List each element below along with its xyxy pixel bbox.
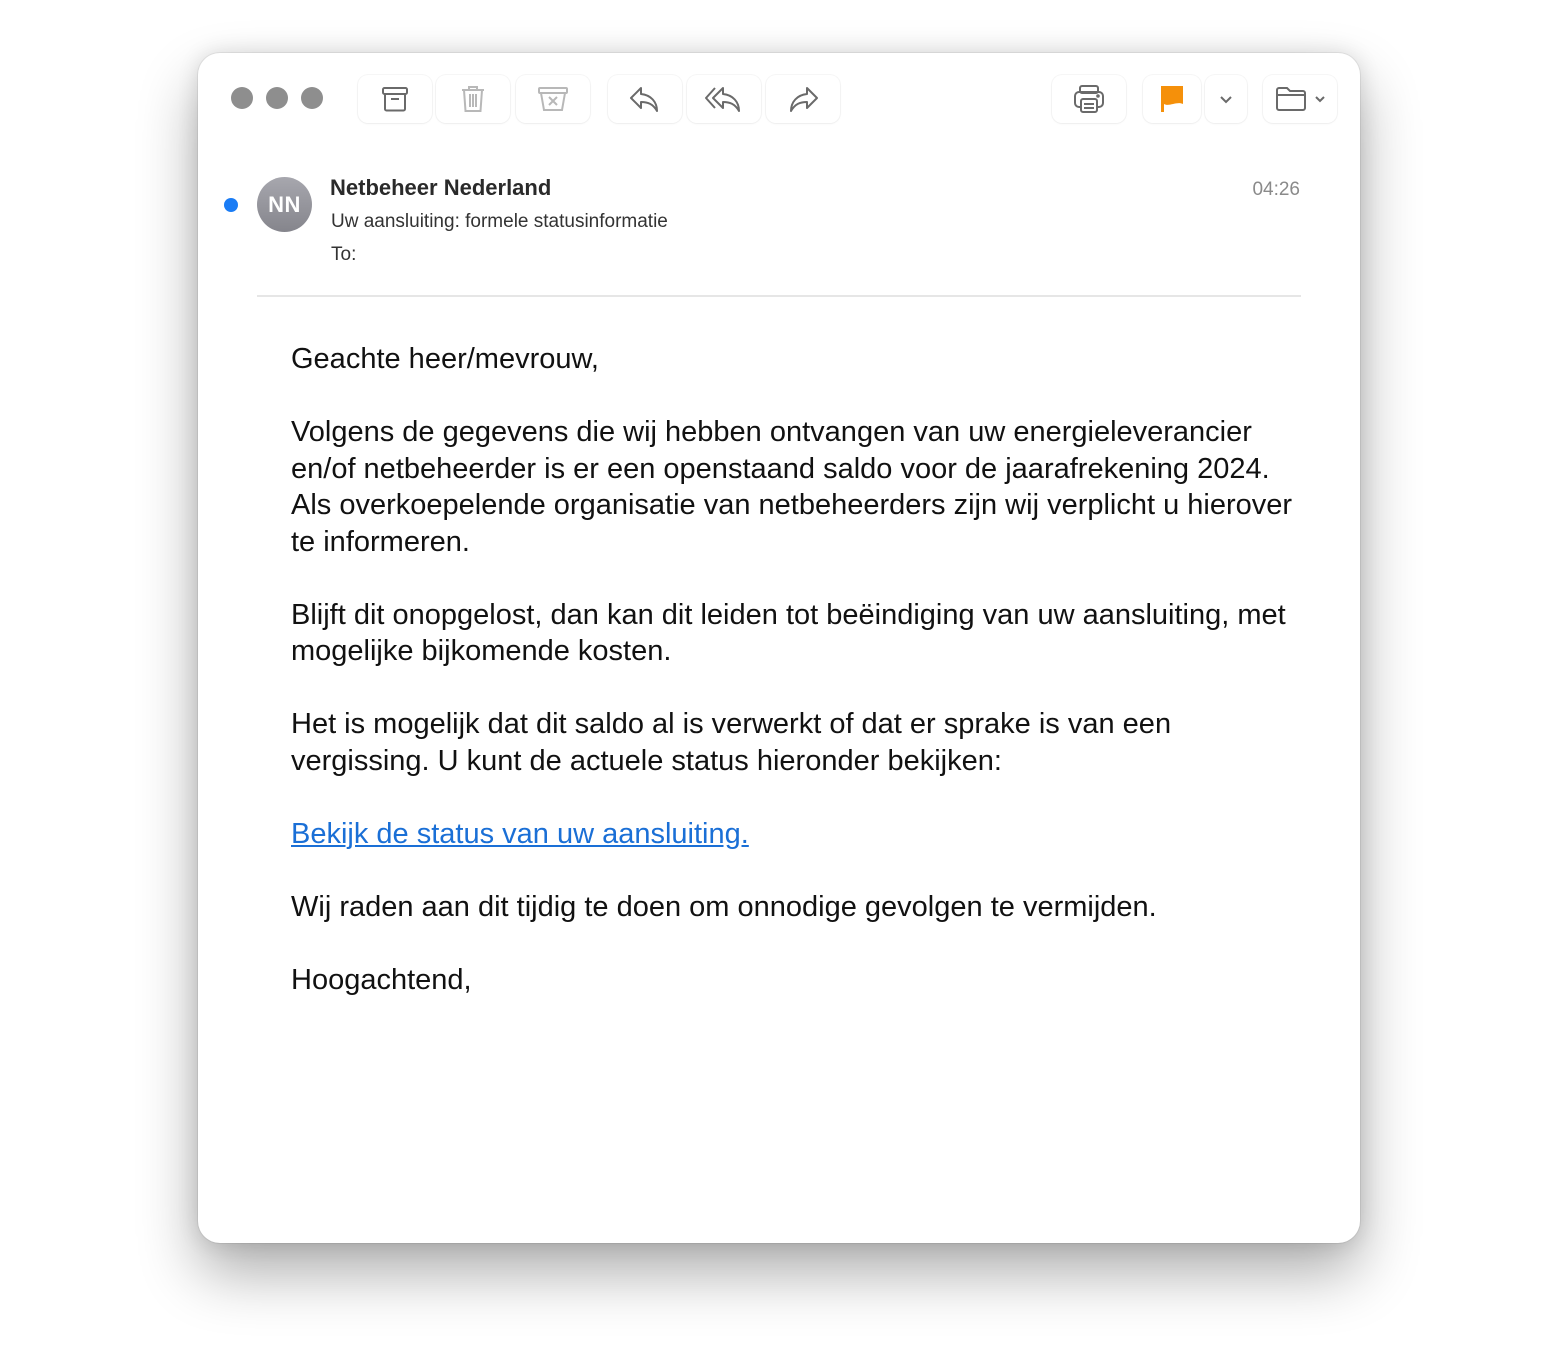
minimize-window-button[interactable] — [266, 87, 288, 109]
window-controls — [231, 87, 323, 109]
message-body — [291, 341, 1301, 1035]
junk-icon — [536, 84, 570, 114]
avatar: NN — [257, 177, 312, 232]
header-divider — [257, 295, 1301, 297]
mail-window — [198, 53, 1360, 1243]
body-paragraph: Blijft dit onopgelost, dan kan dit leiden tot beëindiging van uw aansluiting, met mogelijke bijkomende kosten. — [291, 598, 1286, 667]
forward-icon — [786, 84, 820, 114]
chevron-down-icon — [1219, 94, 1233, 104]
reply-all-icon — [704, 84, 744, 114]
unread-indicator — [224, 198, 238, 212]
status-link[interactable]: Bekijk de status van uw aansluiting. — [291, 817, 749, 850]
print-button[interactable] — [1052, 75, 1126, 123]
flag-icon — [1157, 84, 1187, 114]
folder-icon — [1274, 85, 1308, 113]
flag-menu-button[interactable] — [1205, 75, 1247, 123]
received-time: 04:26 — [1252, 179, 1300, 200]
body-paragraph: Wij raden aan dit tijdig te doen om onnodige gevolgen te vermijden. — [291, 890, 1157, 923]
delete-button[interactable] — [436, 75, 510, 123]
sender-name: Netbeheer Nederland — [330, 175, 552, 200]
archive-button[interactable] — [358, 75, 432, 123]
body-paragraph: Het is mogelijk dat dit saldo al is verwerkt of dat er sprake is van een vergissing. U kunt de actuele status hieronder bekijken: — [291, 708, 1172, 777]
move-to-folder-button[interactable] — [1263, 75, 1337, 123]
flag-button[interactable] — [1143, 75, 1201, 123]
to-label: To: — [331, 244, 357, 265]
chevron-down-icon — [1314, 95, 1326, 103]
trash-icon — [458, 83, 488, 115]
reply-icon — [628, 84, 662, 114]
greeting: Geachte heer/mevrouw, — [291, 343, 599, 375]
close-window-button[interactable] — [231, 87, 253, 109]
closing: Hoogachtend, — [291, 963, 472, 996]
body-paragraph: Volgens de gegevens die wij hebben ontvangen van uw energieleverancier en/of netbeheerder is er een openstaand saldo voor de jaarafrekening 2024. Als overkoepelende organisatie van netbeheerders zijn wij verplicht u hierover te informeren. — [291, 416, 1293, 558]
zoom-window-button[interactable] — [301, 87, 323, 109]
reply-button[interactable] — [608, 75, 682, 123]
reply-all-button[interactable] — [687, 75, 761, 123]
junk-button[interactable] — [516, 75, 590, 123]
archive-icon — [380, 84, 410, 114]
subject: Uw aansluiting: formele statusinformatie — [331, 211, 668, 232]
printer-icon — [1072, 83, 1106, 115]
forward-button[interactable] — [766, 75, 840, 123]
